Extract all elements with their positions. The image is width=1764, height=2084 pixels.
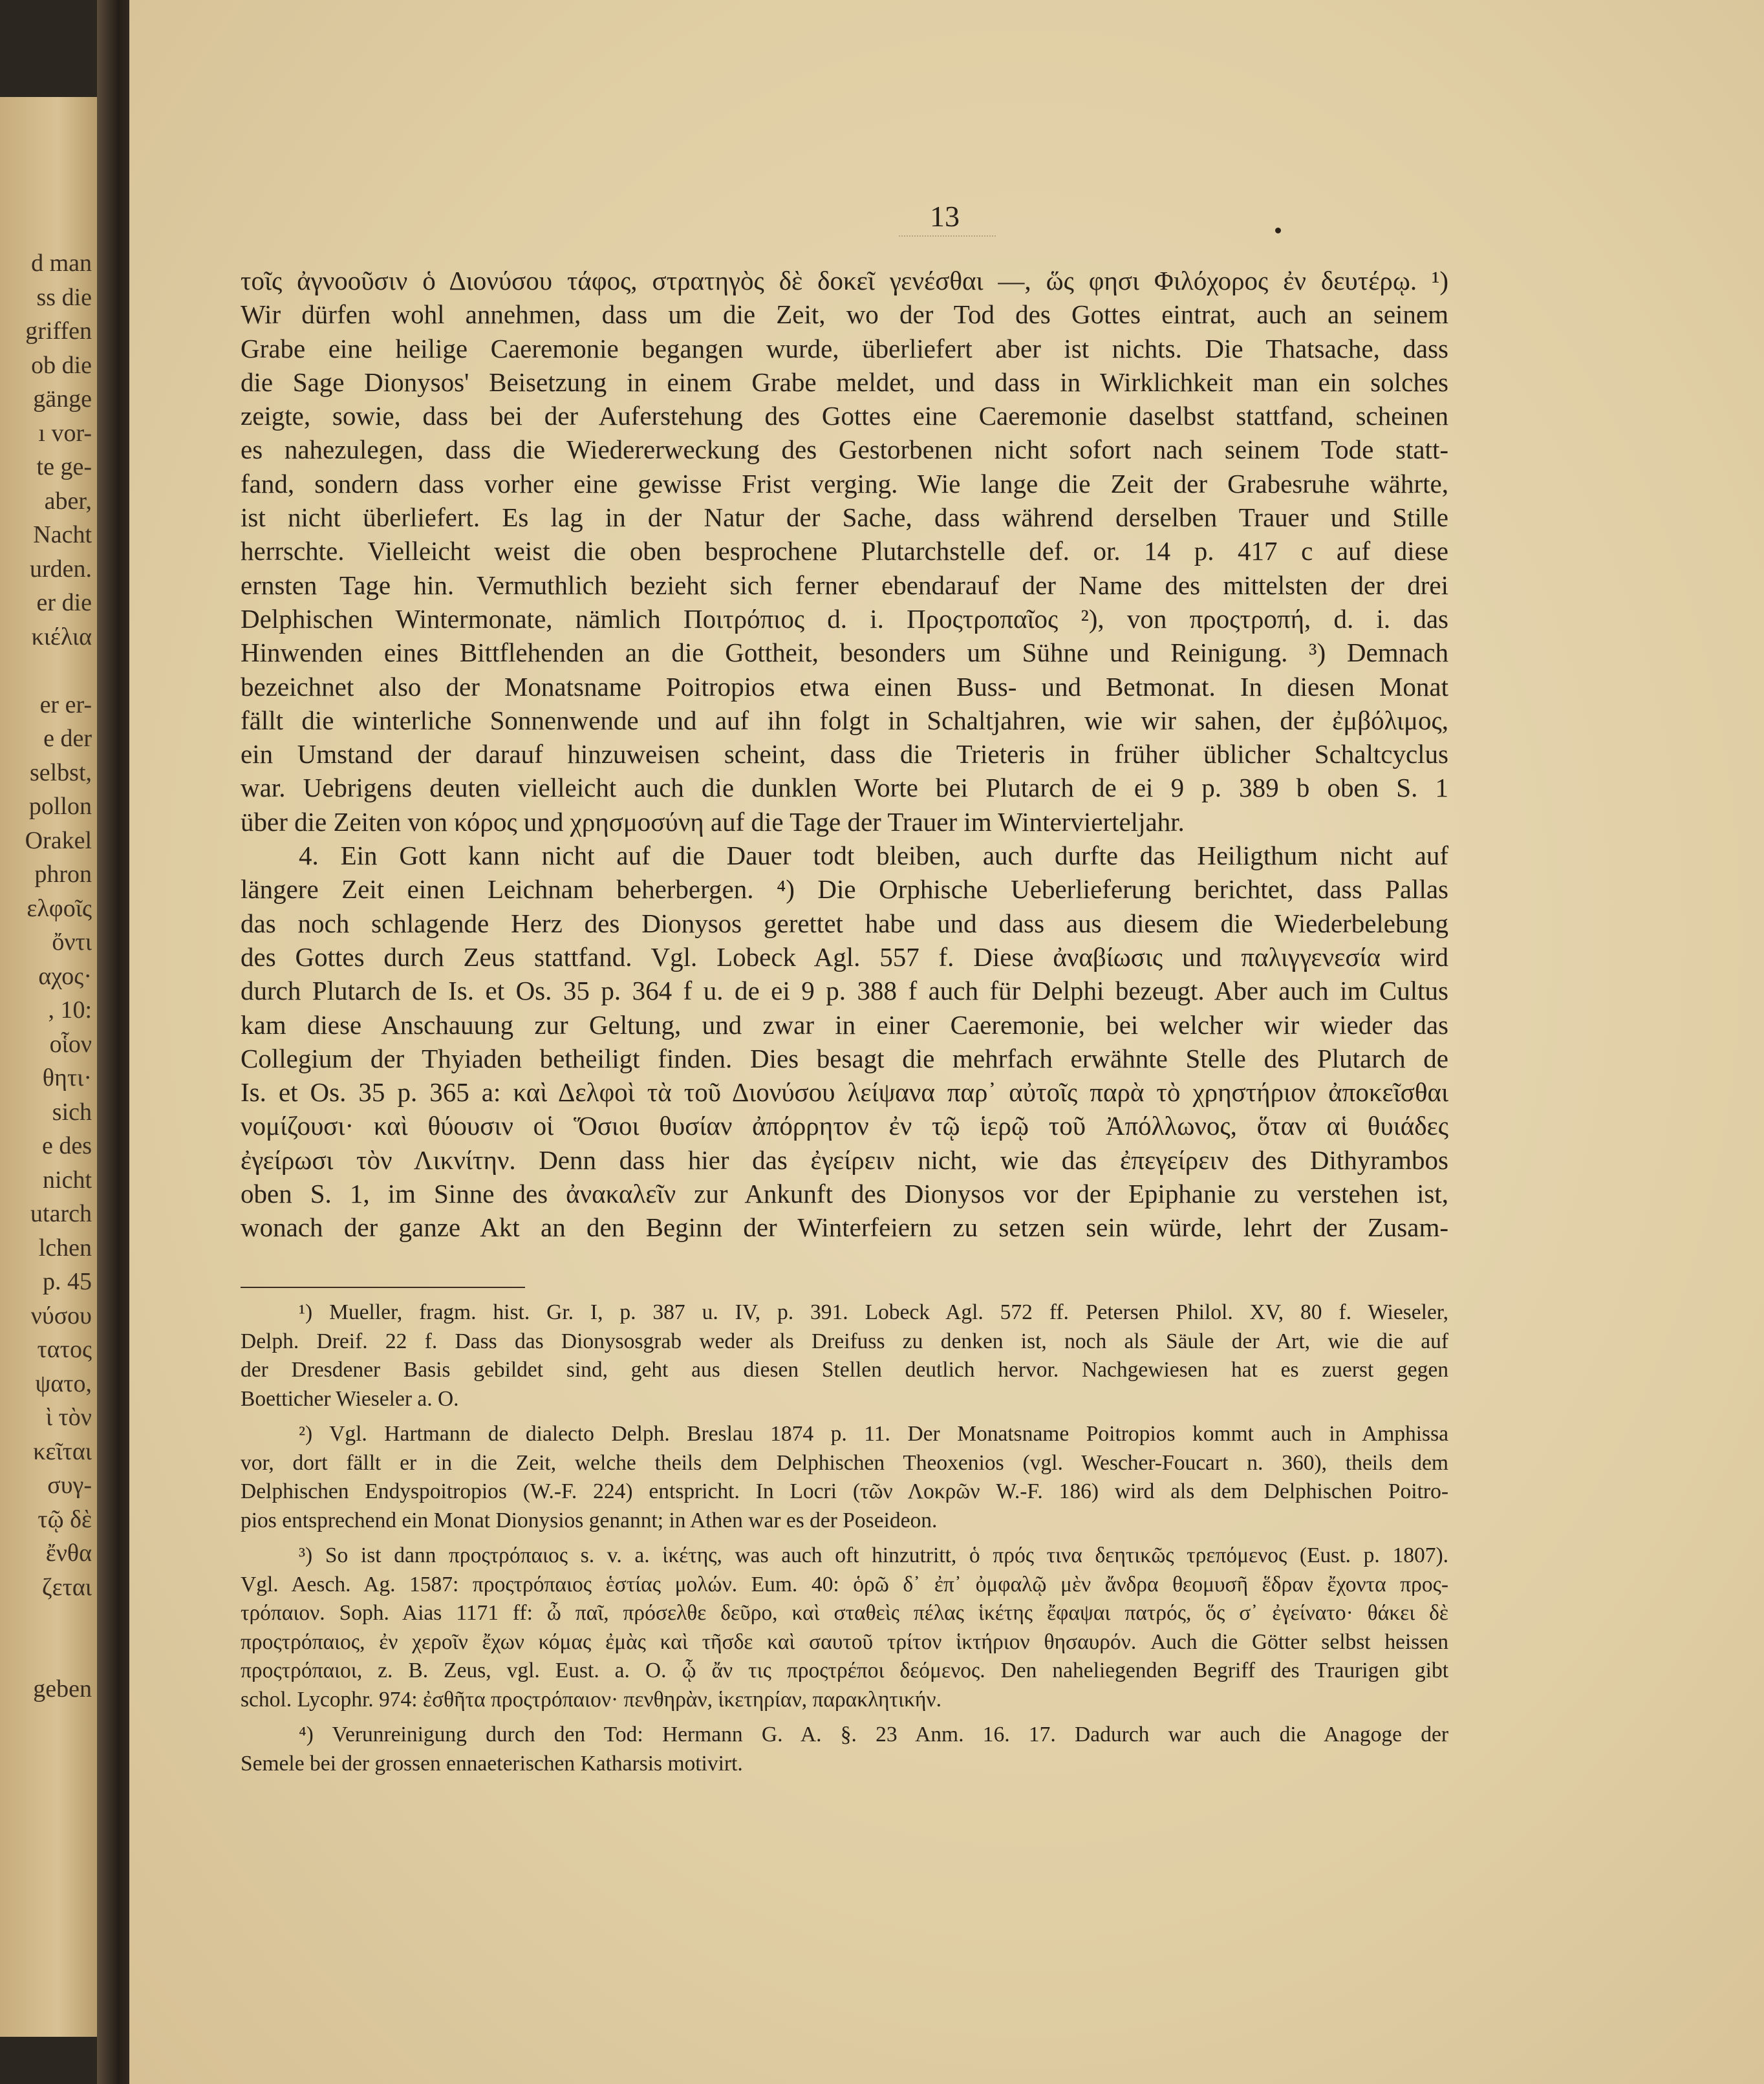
footnote-line: Semele bei der grossen ennaeterischen Katharsis motivirt. [241, 1751, 743, 1776]
footnote-line: pios entsprechend ein Monat Dionysios genannt; in Athen war es der Poseideon. [241, 1508, 938, 1532]
body-line: ist nicht überliefert. Es lag in der Natur der Sache, dass während derselben Trauer und Stille [241, 502, 1448, 533]
page [129, 0, 1764, 2084]
left-page-line: geben [33, 1675, 92, 1703]
footnote-line: ³) So ist dann προςτρόπαιος s. v. a. ἱκέτης, was auch oft hinzutritt, ὁ πρός τινα δεητικῶς τρεπόμενος (Eust. p. 1807). [299, 1543, 1448, 1567]
left-page-line: τῷ δὲ [38, 1505, 92, 1533]
footnote-line: schol. Lycophr. 974: ἐσθῆτα προςτρόπαιον· πενθηρὰν, ἱκετηρίαν, παρακλητικήν. [241, 1687, 941, 1712]
body-line: Is. et Os. 35 p. 365 a: καὶ Δελφοὶ τὰ τοῦ Διονύσου λείψανα παρ᾽ αὐτοῖς παρὰ τὸ χρηστήριον ἀποκεῖσθαι [241, 1077, 1448, 1108]
body-line: wonach der ganze Akt an den Beginn der Winterfeiern zu setzen sein würde, lehrt der Zusam- [241, 1212, 1448, 1243]
footnote-gap [241, 1413, 1448, 1420]
body-line: das noch schlagende Herz des Dionysos gerettet habe und dass aus diesem die Wiederbelebung [241, 908, 1448, 938]
left-page-line: griffen [25, 317, 92, 345]
body-line: Hinwenden eines Bittflehenden an die Gottheit, besonders um Sühne und Reinigung. ³) Demnach [241, 638, 1448, 668]
body-line: Grabe eine heilige Caeremonie begangen wurde, überliefert aber ist nichts. Die Thatsache, dass [241, 333, 1448, 363]
left-page-line: , 10: [48, 996, 92, 1024]
body-line: bezeichnet also der Monatsname Poitropios etwa einen Buss- und Betmonat. In diesen Monat [241, 671, 1448, 702]
left-page-line: pollon [28, 793, 92, 820]
footnote-line: ⁴) Verunreinigung durch den Tod: Hermann G. A. §. 23 Anm. 16. 17. Dadurch war auch die Anagoge der [299, 1723, 1448, 1746]
left-page-line: ψατο, [35, 1370, 92, 1397]
left-page-line: selbst, [29, 758, 92, 786]
left-page-line: aber, [44, 487, 92, 515]
body-line: zeigte, sowie, dass bei der Auferstehung des Gottes eine Caeremonie daselbst stattfand, scheinen [241, 401, 1448, 431]
footnote-line: der Dresdener Basis gebildet sind, geht aus diesen Stellen deutlich hervor. Nachgewiesen hat es zuerst gegen [241, 1358, 1448, 1382]
left-page-line: θητι· [42, 1064, 92, 1091]
body-line: ernsten Tage hin. Vermuthlich bezieht sich ferner ebendarauf der Name des mittelsten der drei [241, 570, 1448, 600]
left-page-line: νύσου [30, 1302, 92, 1329]
body-line: die Sage Dionysos' Beisetzung in einem Grabe meldet, und dass in Wirklichkeit man ein solches [241, 367, 1448, 397]
footnote-line: τρόπαιον. Soph. Aias 1171 ff: ὦ παῖ, πρόσελθε δεῦρο, καὶ σταθεὶς πέλας ἱκέτης ἔφαψαι πατρός, ὅς σ᾽ ἐγείνατο· θάκει δὲ [241, 1601, 1448, 1625]
left-page-line: gänge [33, 385, 92, 413]
left-page-line: ob die [31, 351, 92, 379]
left-page-line: κεῖται [33, 1437, 92, 1465]
body-line: es nahezulegen, dass die Wiedererweckung des Gestorbenen nicht sofort nach seinem Tode statt- [241, 435, 1448, 465]
left-page-line: αχος· [38, 962, 92, 990]
left-page-line: lchen [38, 1234, 92, 1262]
left-page-line: p. 45 [43, 1268, 92, 1295]
body-line: des Gottes durch Zeus stattfand. Vgl. Lobeck Agl. 557 f. Diese ἀναβίωσις und παλιγγενεσία wird [241, 941, 1448, 972]
footnote-line: προςτρόπαιοι, z. B. Zeus, vgl. Eust. a. O. ᾧ ἄν τις προςτρέποι δεόμενος. Den naheliegenden Begriff des Traurigen gibt [241, 1659, 1448, 1682]
footnote-line: Boetticher Wieseler a. O. [241, 1386, 459, 1411]
left-page-line: er die [36, 589, 92, 616]
footnote-line: vor, dort fällt er in die Zeit, welche theils dem Delphischen Theoxenios (vgl. Wescher-Foucart n. 360), theils dem [241, 1450, 1448, 1475]
body-line: längere Zeit einen Leichnam beherbergen. ⁴) Die Orphische Ueberlieferung berichtet, dass Pallas [241, 874, 1448, 905]
body-line: oben S. 1, im Sinne des ἀνακαλεῖν zur Ankunft des Dionysos vor der Epiphanie zu verstehen ist, [241, 1179, 1448, 1209]
body-line: Wir dürfen wohl annehmen, dass um die Zeit, wo der Tod des Gottes eintrat, auch an seinem [241, 299, 1448, 330]
left-page-line: οἷον [49, 1030, 92, 1058]
left-page-line: κιέλια [31, 623, 92, 650]
body-line: Delphischen Wintermonate, nämlich Ποιτρόπιος d. i. Προςτροπαῖος ²), von προςτροπή, d. i. das [241, 603, 1448, 634]
footnote-line: ¹) Mueller, fragm. hist. Gr. I, p. 387 u. IV, p. 391. Lobeck Agl. 572 ff. Petersen Philol. XV, 80 f. Wieseler, [299, 1300, 1448, 1324]
body-text [241, 264, 1448, 1245]
left-page-line: ı vor- [38, 419, 92, 447]
left-page-line: ὄντι [52, 929, 92, 956]
left-page-line: utarch [30, 1200, 92, 1227]
body-line: herrschte. Vielleicht weist die oben besprochene Plutarchstelle def. or. 14 p. 417 c auf diese [241, 536, 1448, 566]
left-page-line: ζεται [41, 1573, 92, 1601]
footnote-line: προςτρόπαιος, ἐν χεροῖν ἔχων κόμας ἐμὰς καὶ τῆσδε καὶ σαυτοῦ τρίτον ἱκτήριον θησαυρόν. Auch die Götter selbst heissen [241, 1629, 1448, 1654]
left-page-line: ss die [36, 283, 92, 311]
body-line: Collegium der Thyiaden betheiligt finden. Dies besagt die mehrfach erwähnte Stelle des Plutarch de [241, 1043, 1448, 1073]
left-page-line: d man [31, 250, 92, 277]
body-line: durch Plutarch de Is. et Os. 35 p. 364 f u. de ei 9 p. 388 f auch für Delphi bezeugt. Aber auch im Cultus [241, 976, 1448, 1006]
body-line: 4. Ein Gott kann nicht auf die Dauer todt bleiben, auch durfte das Heiligthum nicht auf [299, 841, 1448, 871]
footnote-line: ²) Vgl. Hartmann de dialecto Delph. Breslau 1874 p. 11. Der Monatsname Poitropios kommt auch in Amphissa [299, 1422, 1448, 1446]
body-line: kam diese Anschauung zur Geltung, und zwar in einer Caeremonie, bei welcher wir wieder das [241, 1009, 1448, 1040]
left-page-line: ἔνθα [45, 1540, 92, 1567]
body-line: τοῖς ἀγνοοῦσιν ὁ Διονύσου τάφος, στρατηγὸς δὲ δοκεῖ γενέσθαι —, ὥς φησι Φιλόχορος ἐν δευτέρῳ. ¹) [241, 266, 1448, 295]
left-page-fragment [0, 97, 97, 2037]
body-line: fand, sondern dass vorher eine gewisse Frist verging. Wie lange die Zeit der Grabesruhe währte, [241, 468, 1448, 499]
left-page-line: e des [41, 1132, 92, 1159]
left-page-line: Nacht [33, 521, 92, 548]
left-page-line: urden. [29, 555, 92, 583]
footnote-gap [241, 1535, 1448, 1542]
footnote-gap [241, 1714, 1448, 1721]
footnotes [241, 1298, 1448, 1778]
left-page-line: er er- [39, 691, 92, 718]
body-line: fällt die winterliche Sonnenwende und auf ihn folgt in Schaltjahren, wie wir sahen, der ἐμβόλιμος, [241, 705, 1448, 735]
left-page-line: te ge- [36, 453, 92, 480]
ink-dot [1275, 228, 1281, 233]
left-page-line: τατος [37, 1336, 92, 1363]
left-page-line: Orakel [25, 826, 92, 854]
left-page-line: συγ- [47, 1472, 92, 1499]
left-page-line: ὶ τὸν [45, 1404, 92, 1431]
page-number-ornament [899, 226, 996, 237]
footnote-line: Vgl. Aesch. Ag. 1587: προςτρόπαιος ἑστίας μολών. Eum. 40: ὁρῶ δ᾽ ἐπ᾽ ὀμφαλῷ μὲν ἄνδρα θεομυσῆ ἕδραν ἔχοντα προς- [241, 1572, 1448, 1596]
body-line: νομίζουσι· καὶ θύουσιν οἱ Ὅσιοι θυσίαν ἀπόρρητον ἐν τῷ ἱερῷ τοῦ Ἀπόλλωνος, ὅταν αἱ θυιάδες [241, 1111, 1448, 1141]
left-page-line: ελφοῖς [27, 894, 92, 922]
left-page-line: nicht [43, 1166, 92, 1194]
footnote-line: Delphischen Endyspoitropios (W.-F. 224) entspricht. In Locri (τῶν Λοκρῶν W.-F. 186) wird als dem Delphischen Poitro- [241, 1479, 1448, 1503]
body-line: ein Umstand der darauf hinzuweisen scheint, dass die Trieteris in früher üblicher Schaltcyclus [241, 739, 1448, 769]
body-line: über die Zeiten von κόρος und χρησμοσύνη auf die Tage der Trauer im Wintervierteljahr. [241, 806, 1185, 837]
footnote-rule [241, 1287, 525, 1288]
page-number: 13 [930, 200, 960, 233]
left-page-line: phron [34, 861, 92, 888]
left-page-line: sich [52, 1098, 92, 1126]
footnote-line: Delph. Dreif. 22 f. Dass das Dionysosgrab weder als Dreifuss zu denken ist, noch als Säule der Art, wie die auf [241, 1329, 1448, 1353]
body-line: war. Uebrigens deuten vielleicht auch die dunklen Worte bei Plutarch de ei 9 p. 389 b oben S. 1 [241, 773, 1448, 803]
body-line: ἐγείρωσι τὸν Λικνίτην. Denn dass hier das ἐγείρειν nicht, wie das ἐπεγείρειν des Dithyrambos [241, 1144, 1448, 1175]
left-page-line: e der [43, 725, 92, 752]
